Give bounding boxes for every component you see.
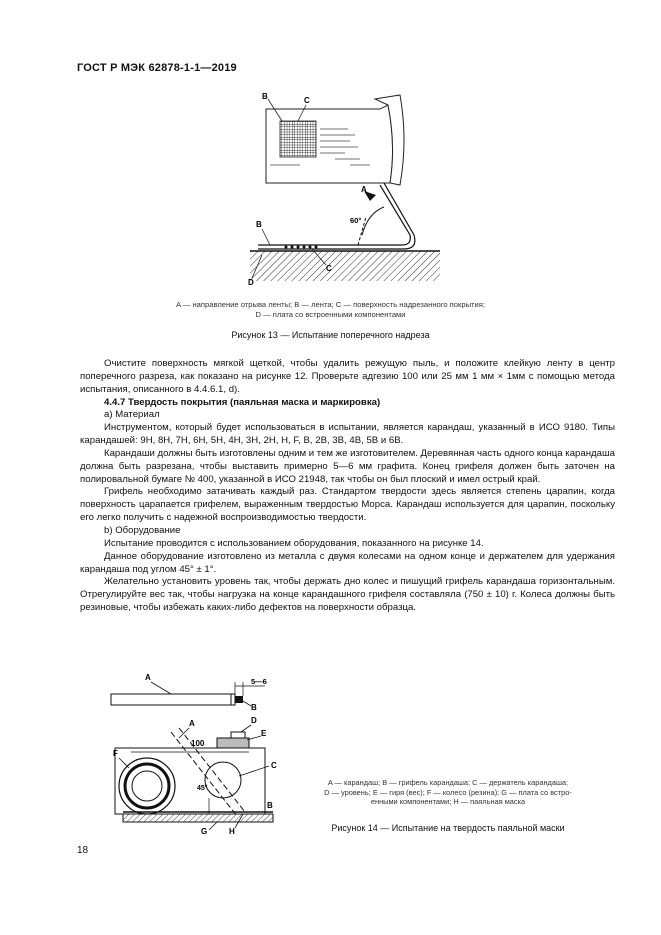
- paragraph-4: Грифель необходимо затачивать каждый раз. Стандартом твердости здесь является степень царапин, когда поверхность царапается грифелем, выраженным твердостью Морса. Карандаш используется для царапин, поскольку его легко получить с надежной воспроизводимостью твердости.: [80, 486, 615, 524]
- coating-dots: [285, 246, 318, 249]
- label-a-mid: A: [189, 719, 195, 728]
- document-header: ГОСТ Р МЭК 62878-1-1—2019: [77, 62, 237, 74]
- label-c: C: [271, 761, 277, 770]
- label-dim-5-6: 5—6: [251, 677, 267, 686]
- label-angle-45: 45°: [197, 785, 208, 792]
- subheading-a: a) Материал: [104, 409, 160, 421]
- section-heading: 4.4.7 Твердость покрытия (паяльная маска и маркировка): [104, 396, 381, 408]
- crosscut-grid: [280, 121, 316, 157]
- figure-14-legend-line1: A — карандаш; B — грифель карандаша; C — держатель карандаша;: [327, 778, 569, 787]
- figure-13-legend-line2: D — плата со встроенными компонентами: [255, 310, 406, 319]
- paragraph-3: Карандаши должны быть изготовлены одним и тем же изготовителем. Деревянная часть одного конца карандаша должна быть разрезана, чтобы выставить примерно 5—6 мм графита. Конец грифеля должен быть заточен на полировальной бумаге № 400, указанной в ИСО 21948, так чтобы он был плоский и имел острый край.: [80, 447, 615, 485]
- figure-14-legend-line2: D — уровень; E — гиря (вес); F — колесо (резина); G — плата со встро-: [324, 787, 572, 797]
- label-b-bottom: B: [267, 801, 273, 810]
- tape-side-view: [258, 183, 415, 249]
- paragraph-5: Испытание проводится с использованием оборудования, показанного на рисунке 14.: [104, 537, 484, 549]
- board-g: [123, 814, 273, 822]
- label-a: A: [361, 185, 367, 194]
- paragraph-1: Очистите поверхность мягкой щеткой, чтобы удалить режущую пыль, и положите клейкую ленту в центр поперечного разреза, как показано на рисунке 12. Проверьте адгезию 100 или 25 мм 1 мм × 1мм с помощью метода испытания, описанного в 4.4.6.1, d).: [80, 358, 615, 395]
- label-c-bottom: C: [326, 264, 332, 273]
- weight-e: [217, 738, 249, 748]
- level-d: [231, 732, 245, 738]
- label-d: D: [251, 716, 257, 725]
- page-number: 18: [77, 845, 89, 856]
- label-b-top: B: [251, 703, 257, 712]
- label-e: E: [261, 729, 267, 738]
- label-h: H: [229, 827, 235, 836]
- figure-13-title: Рисунок 13 — Испытание поперечного надреза: [231, 330, 430, 340]
- figure-14-legend-line3: енными компонентами; H — паяльная маска: [370, 797, 526, 807]
- label-b-bottom: B: [256, 220, 262, 229]
- figure-14-legend: [298, 778, 598, 807]
- figure-13-diagram: [240, 85, 450, 295]
- label-f: F: [113, 749, 118, 758]
- paragraph-2: Инструментом, который будет использоваться в испытании, является карандаш, указанный в ИСО 9180. Типы карандашей: 9H, 8H, 7H, 6H, 5H, 4H, 3H, 2H, H, F, B, 2B, 3B, 4B, 5B и 6B.: [80, 422, 615, 447]
- label-d: D: [248, 278, 254, 287]
- label-c-top: C: [304, 96, 310, 105]
- board-hatched: [250, 251, 440, 281]
- subheading-b: b) Оборудование: [104, 524, 181, 536]
- pencil-top: [111, 694, 231, 705]
- label-dim-100: 100: [191, 739, 205, 748]
- paragraph-7: Желательно установить уровень так, чтобы держать дно колес и пишущий грифель карандаша горизонтальным. Отрегулируйте вес так, чтобы нагрузка на конце карандашного грифеля составляла (750 ± 10) г. Колеса должны быть резиновые, чтобы избежать каких-либо дефектов на поверхности образца.: [80, 576, 615, 614]
- label-angle-60: 60°: [350, 216, 362, 225]
- label-a-top: A: [145, 673, 151, 682]
- label-b-top: B: [262, 92, 268, 101]
- figure-13-legend-line1: A — направление отрыва ленты; B — лента; C — поверхность надрезанного покрытия;: [176, 300, 485, 309]
- figure-14-title: Рисунок 14 — Испытание на твердость паяльной маски: [331, 823, 565, 833]
- figure-13-legend: [0, 300, 661, 320]
- pencil-lead-top: [235, 696, 243, 703]
- body-text: [80, 358, 615, 615]
- paragraph-6: Данное оборудование изготовлено из металла с двумя колесами на одном конце и держателем для удержания карандаша под углом 45° ± 1°.: [80, 550, 615, 575]
- label-g: G: [201, 827, 208, 836]
- figure-14-diagram: [105, 668, 295, 840]
